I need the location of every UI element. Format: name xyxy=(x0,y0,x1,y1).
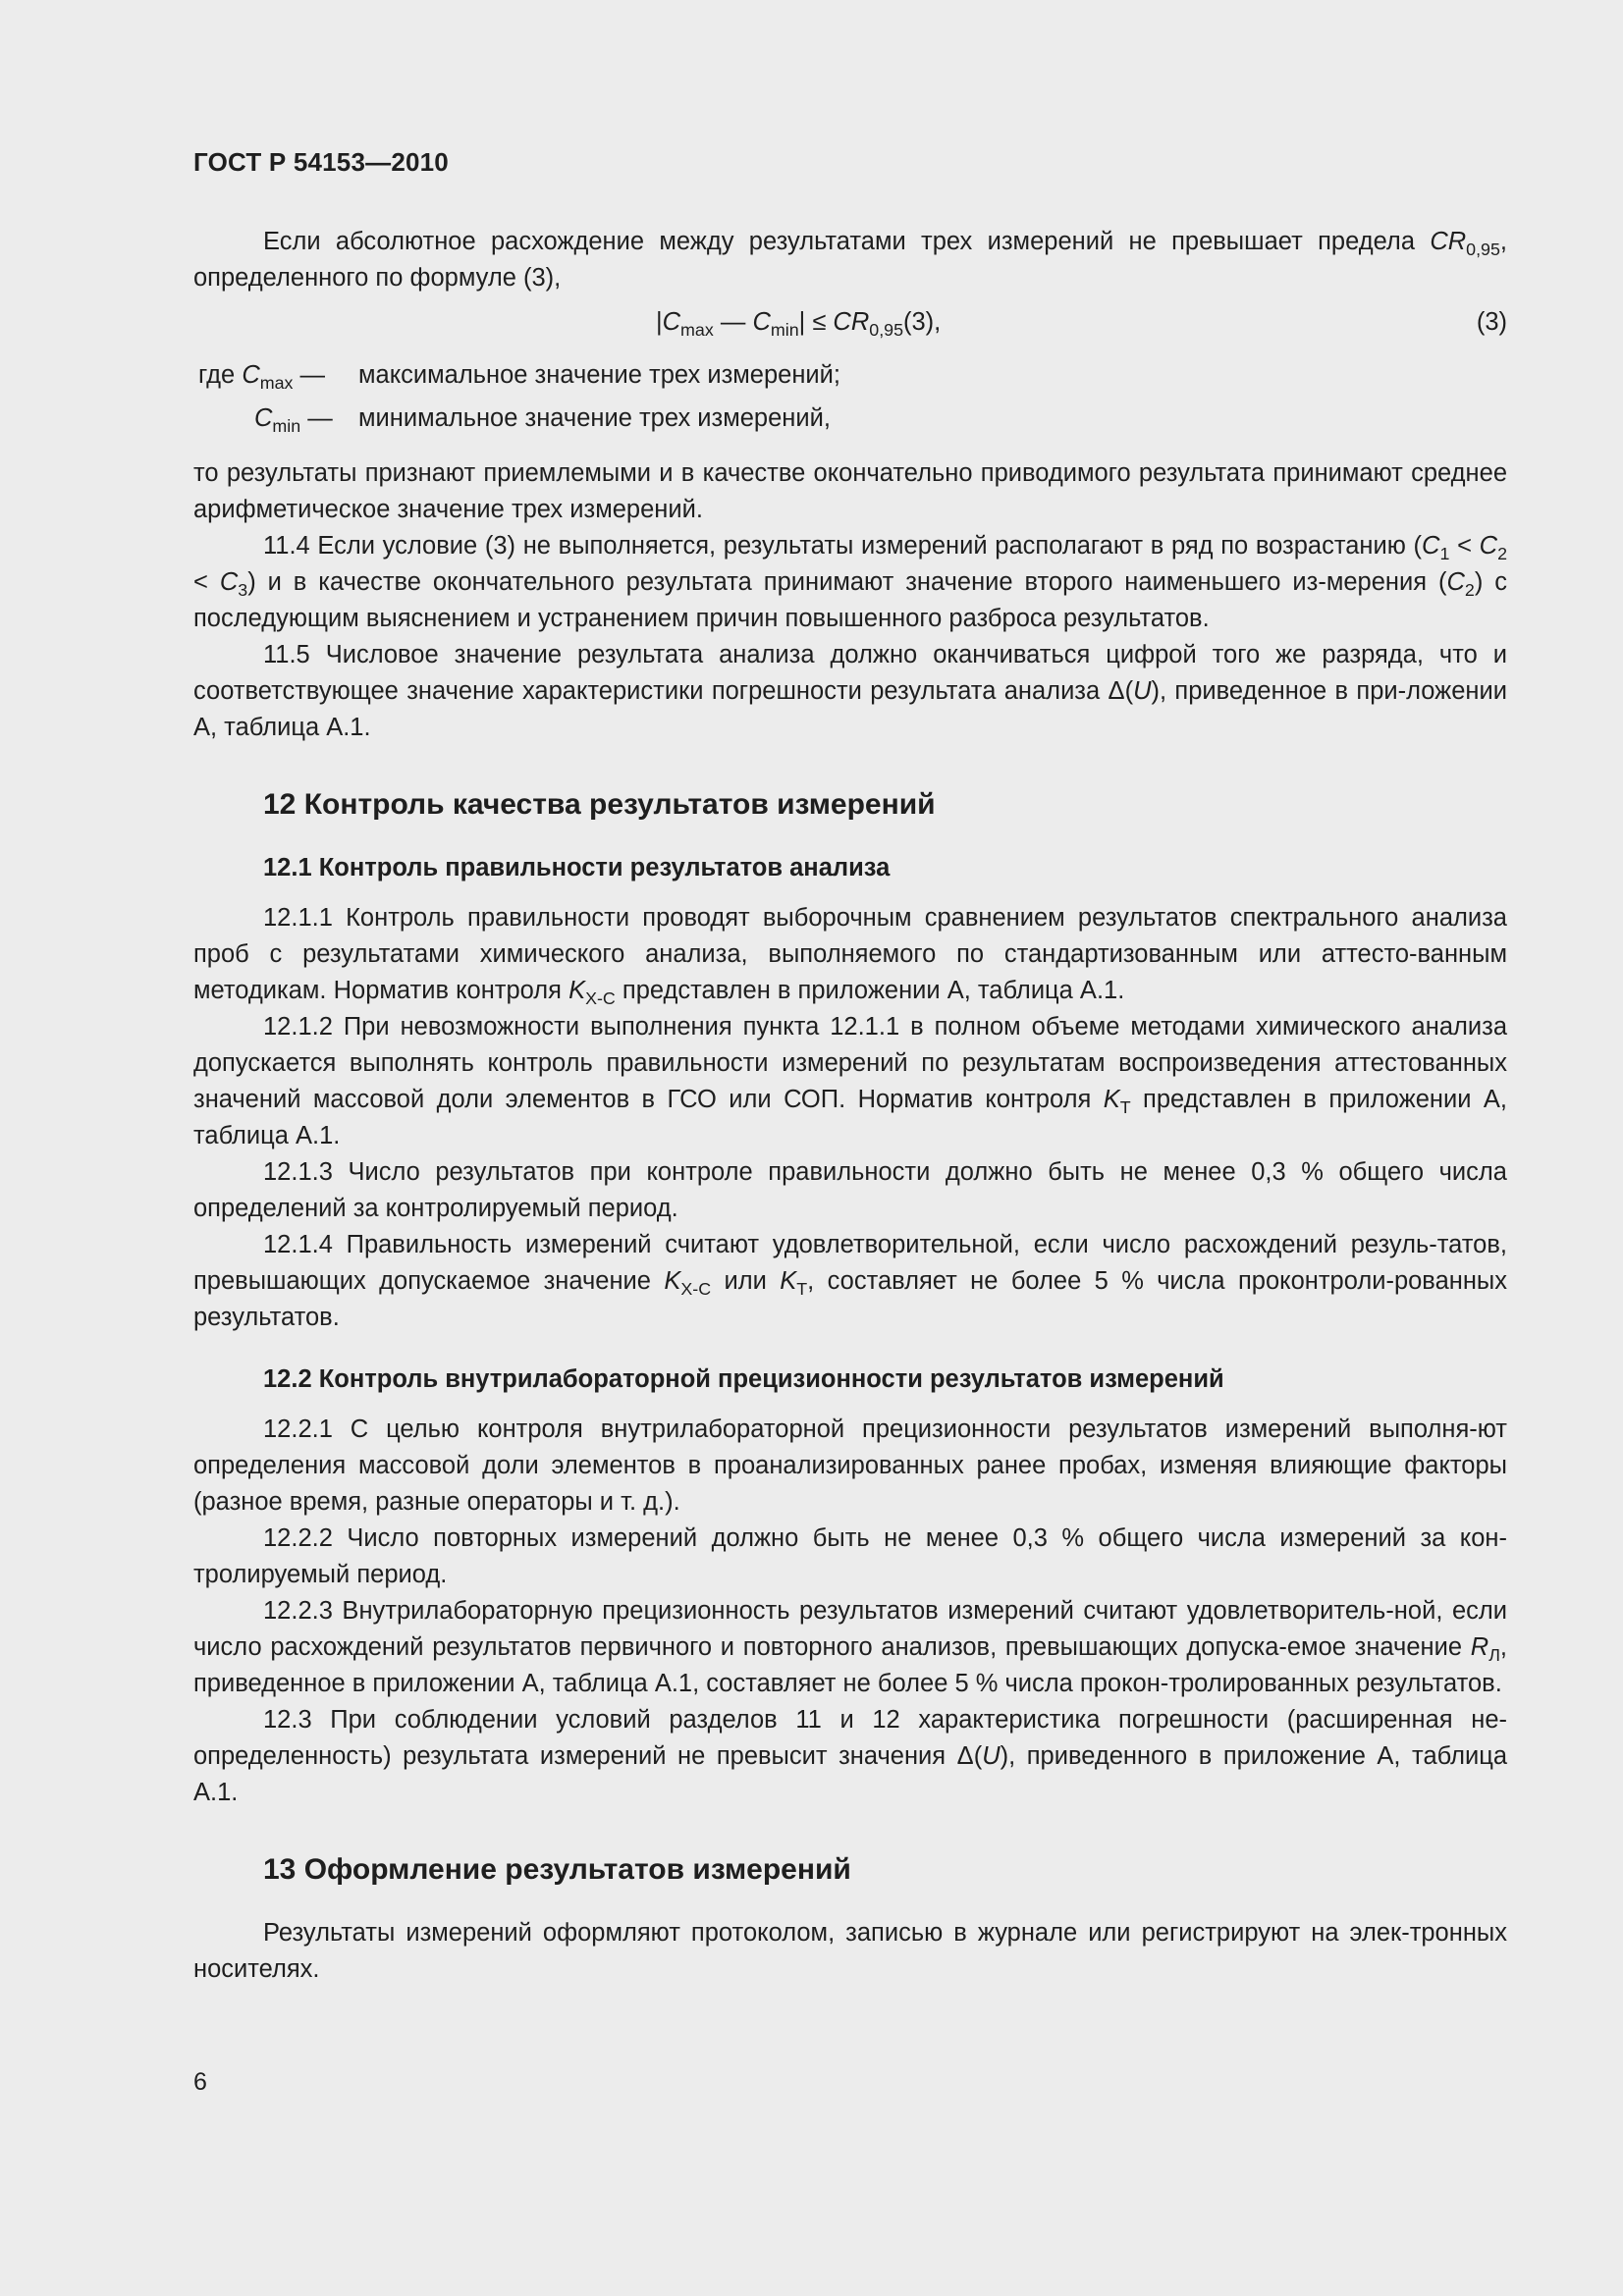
document-body xyxy=(193,224,1507,1988)
paragraph-12-2-2: 12.2.2 Число повторных измерений должно быть не менее 0,3 % общего числа измерений за кон-тролируемый период. xyxy=(193,1524,1507,1588)
paragraph-intro: Если абсолютное расхождение между результатами трех измерений не превышает предела $CR_{0,95}$, определенного по формуле (3), xyxy=(193,228,1507,292)
section-13-title: 13 Оформление результатов измерений xyxy=(263,1853,851,1886)
legend-row-max: где $C_{max}$ — максимальное значение трех измерений; xyxy=(193,357,1507,400)
paragraph-12-1-4: 12.1.4 Правильность измерений считают удовлетворительной, если число расхождений резуль-татов, превышающих допускаемое значение $K_{Х-С}$ или $K_Т$, составляет не более 5 % числа проконтроли-рованных результатов. xyxy=(193,1231,1507,1331)
paragraph-12-1-3: 12.1.3 Число результатов при контроле правильности должно быть не менее 0,3 % общего числа определений за контролируемый период. xyxy=(193,1158,1507,1222)
paragraph-13: Результаты измерений оформляют протоколом, записью в журнале или регистрируют на элек-тронных носителях. xyxy=(193,1919,1507,1983)
paragraph-12-2-3: 12.2.3 Внутрилабораторную прецизионность результатов измерений считают удовлетворитель-ной, если число расхождений результатов первичного и повторного анализов, превышающих допуска-емое значение $R_Л$, приведенное в приложении А, таблица А.1, составляет не более 5 % числа прокон-тролированных результатов. xyxy=(193,1597,1507,1697)
formula-legend xyxy=(193,357,1507,444)
section-12-title: 12 Контроль качества результатов измерений xyxy=(263,788,936,821)
paragraph-12-3: 12.3 При соблюдении условий разделов 11 и 12 характеристика погрешности (расширенная не-определенность) результата измерений не превысит значения Δ(U), приведенного в приложение А, таблица А.1. xyxy=(193,1706,1508,1806)
paragraph-12-2-1: 12.2.1 С целью контроля внутрилабораторной прецизионности результатов измерений выполня-ют определения массовой доли элементов в проанализированных ранее пробах, изменяя влияющие факторы (разное время, разные операторы и т. д.). xyxy=(193,1415,1507,1516)
paragraph-11-5: 11.5 Числовое значение результата анализа должно оканчиваться цифрой того же разряда, что и соответствующее значение характеристики погрешности результата анализа Δ(U), приведенное в при-ложении А, таблица А.1. xyxy=(193,641,1507,741)
paragraph-then: то результаты признают приемлемыми и в качестве окончательно приводимого результата принимают среднее арифметическое значение трех измерений. xyxy=(193,459,1507,523)
paragraph-12-1-2: 12.1.2 При невозможности выполнения пункта 12.1.1 в полном объеме методами химического анализа допускается выполнять контроль правильности измерений по результатам воспроизведения аттестованных значений массовой доли элементов в ГСО или СОП. Норматив контроля $K_Т$ представлен в приложении А, таблица А.1. xyxy=(193,1013,1507,1149)
page-number: 6 xyxy=(193,2068,207,2096)
formula-3 xyxy=(193,304,1507,347)
document-header: ГОСТ Р 54153—2010 xyxy=(193,147,449,177)
paragraph-12-1-1: 12.1.1 Контроль правильности проводят выборочным сравнением результатов спектрального анализа проб с результатами химического анализа, выполняемого по стандартизованным или аттесто-ванным методикам. Норматив контроля $K_{Х-С}$ представлен в приложении А, таблица А.1. xyxy=(193,904,1507,1008)
formula-expression: $|C_{max}$ — $C_{min}| \le CR_{0,95}(3)$, xyxy=(656,308,942,340)
subsection-12-1-title: 12.1 Контроль правильности результатов анализа xyxy=(263,854,891,881)
paragraph-11-4: 11.4 Если условие (3) не выполняется, результаты измерений располагают в ряд по возрастанию $(C_1 < C_2 < C_3)$ и в качестве окончательного результата принимают значение второго наименьшего из-мерения $(C_2)$ с последующим выяснением и устранением причин повышенного разброса результатов. xyxy=(193,532,1508,632)
subsection-12-2-title: 12.2 Контроль внутрилабораторной прецизионности результатов измерений xyxy=(263,1365,1224,1393)
legend-label: где $C_{max}$ — xyxy=(198,361,326,393)
formula-number: (3) xyxy=(1476,308,1507,336)
legend-row-min: $C_{min}$ — минимальное значение трех измерений, xyxy=(254,404,831,436)
